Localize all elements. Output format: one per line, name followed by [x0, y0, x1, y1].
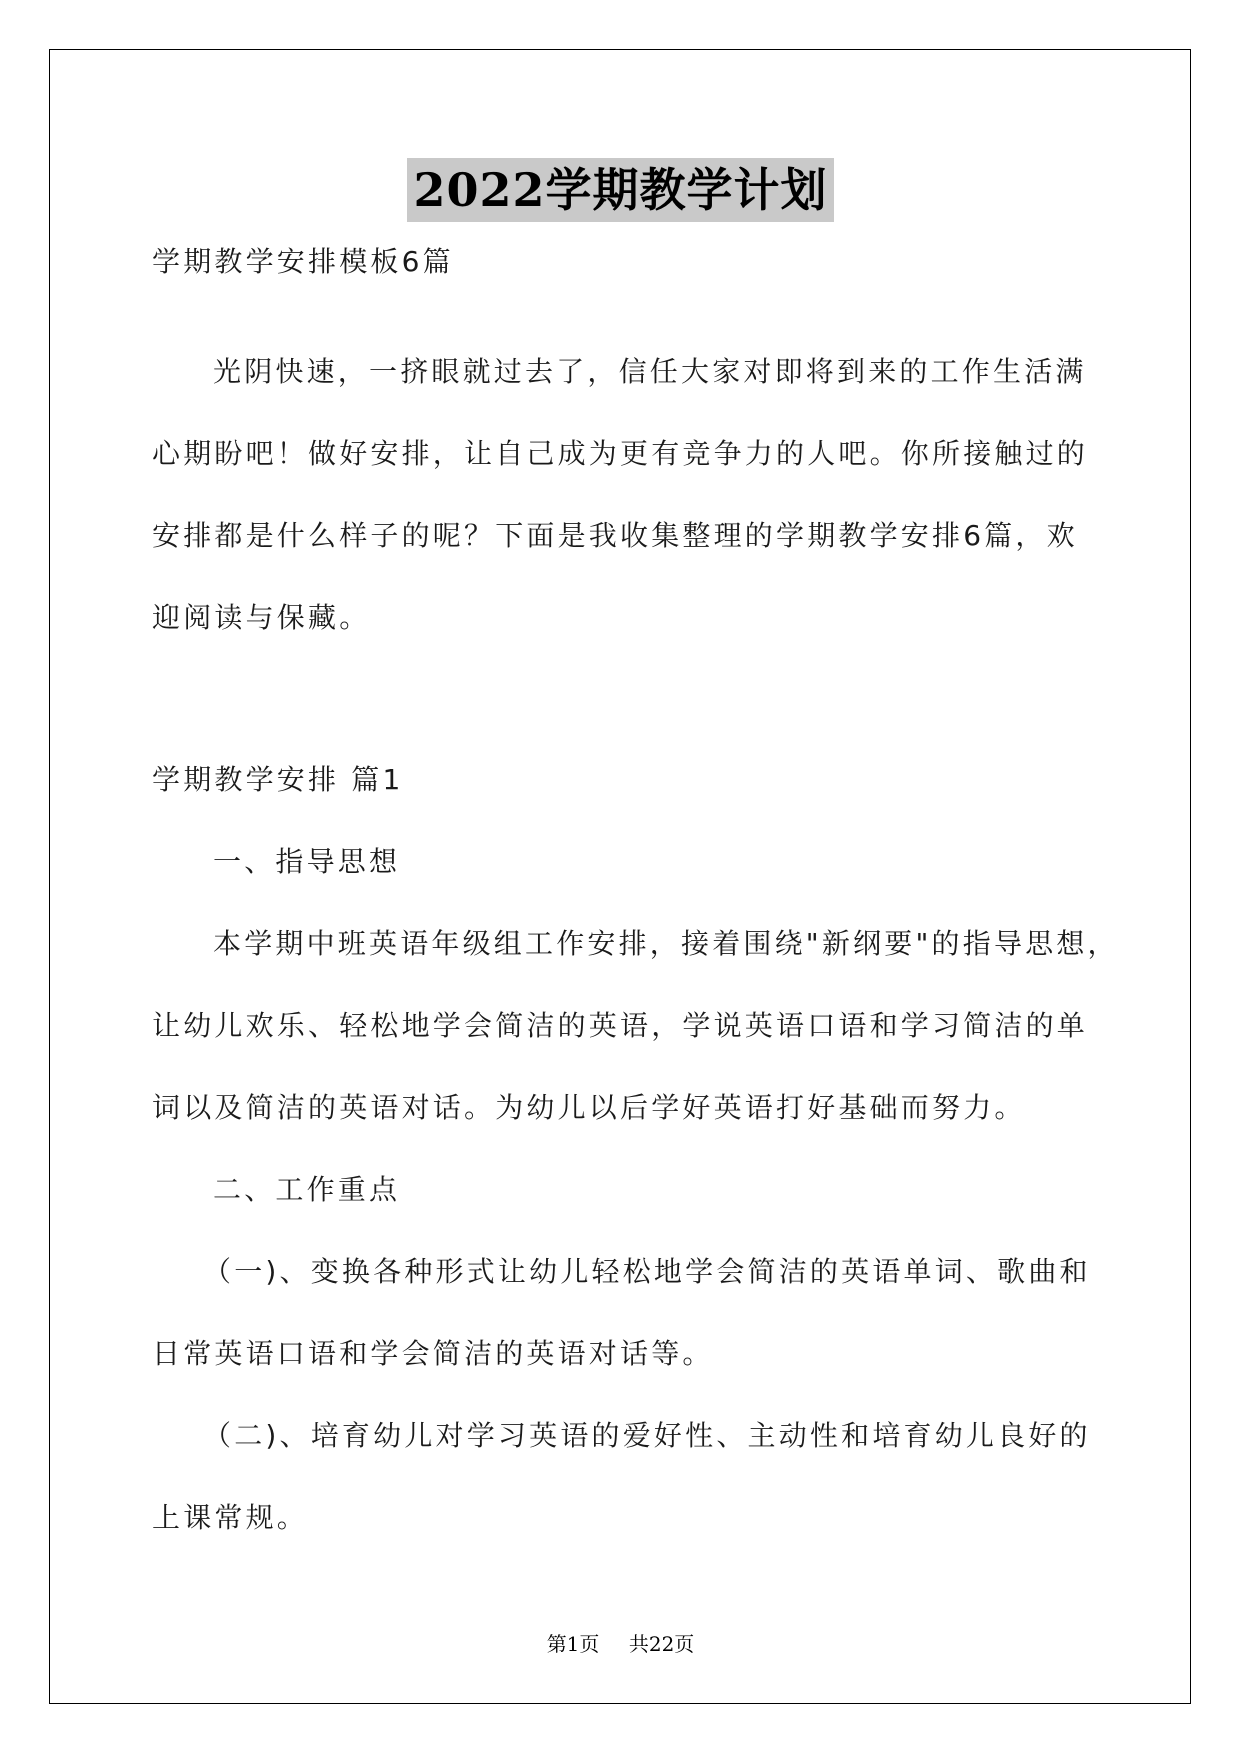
- title-block: [0, 158, 1241, 222]
- point2-line: 上课常规。: [152, 1501, 309, 1534]
- subtitle: 学期教学安排模板6篇: [152, 245, 454, 278]
- part1-line: 本学期中班英语年级组工作安排，接着围绕"新纲要"的指导思想，: [213, 927, 1119, 960]
- section-heading: 学期教学安排 篇1: [152, 763, 404, 796]
- intro-line: 心期盼吧！做好安排，让自己成为更有竞争力的人吧。你所接触过的: [152, 437, 1089, 470]
- point1-line: 日常英语口语和学会简洁的英语对话等。: [152, 1337, 714, 1370]
- part1-heading: 一、指导思想: [213, 845, 401, 878]
- part1-line: 词以及简洁的英语对话。为幼儿以后学好英语打好基础而努力。: [152, 1091, 1026, 1124]
- intro-line: 安排都是什么样子的呢？下面是我收集整理的学期教学安排6篇，欢: [152, 519, 1078, 552]
- page-footer: [0, 1628, 1241, 1657]
- part2-heading: 二、工作重点: [213, 1173, 401, 1206]
- point1-line: （一)、变换各种形式让幼儿轻松地学会简洁的英语单词、歌曲和: [203, 1255, 1091, 1288]
- document-title: 2022学期教学计划: [407, 158, 833, 222]
- part1-line: 让幼儿欢乐、轻松地学会简洁的英语，学说英语口语和学习简洁的单: [152, 1009, 1089, 1042]
- intro-line: 迎阅读与保藏。: [152, 601, 371, 634]
- point2-line: （二)、培育幼儿对学习英语的爱好性、主动性和培育幼儿良好的: [203, 1419, 1091, 1452]
- page-number: 第1页: [546, 1632, 600, 1656]
- page-total: 共22页: [628, 1632, 695, 1656]
- intro-line: 光阴快速，一挤眼就过去了，信任大家对即将到来的工作生活满: [213, 355, 1087, 388]
